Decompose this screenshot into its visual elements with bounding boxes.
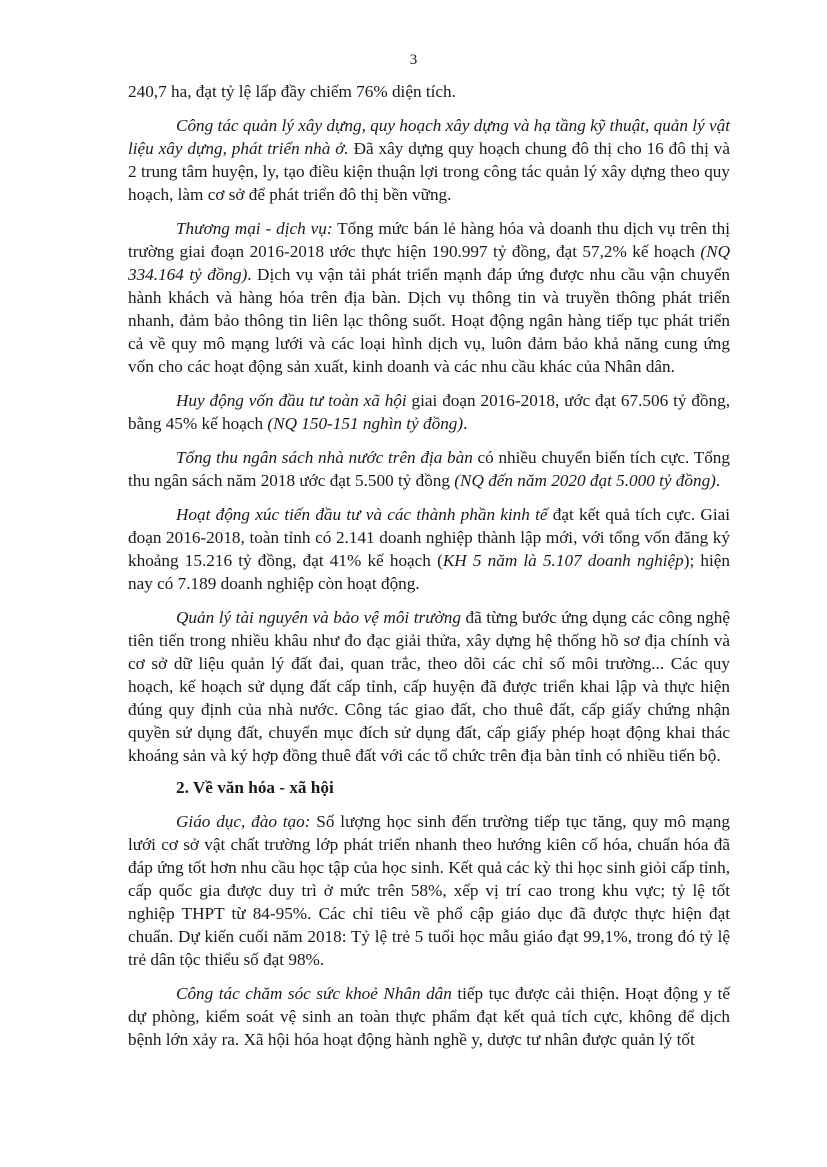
paragraph-state-budget: Tổng thu ngân sách nhà nước trên địa bàn có nhiều chuyển biến tích cực. Tổng thu ngân sách năm 2018 ước đạt 5.500 tỷ đồng (NQ đến năm 2020 đạt 5.000 tỷ đồng). — [128, 448, 730, 490]
paragraph-lead: Công tác quản lý xây dựng, quy hoạch xây dựng và hạ tầng kỹ thuật, quản lý vật liệu xây dựng, phát triển nhà ở. — [128, 116, 730, 158]
paragraph-lead: Thương mại - dịch vụ: — [176, 219, 333, 238]
paragraph-lead: Giáo dục, đào tạo: — [176, 812, 311, 831]
page-number: 3 — [409, 52, 418, 68]
paragraph-trade-services: Thương mại - dịch vụ: Tổng mức bán lẻ hàng hóa và doanh thu dịch vụ trên thị trường giai đoạn 2016-2018 ước thực hiện 190.997 tỷ đồng, đạt 57,2% kế hoạch (NQ 334.164 tỷ đồng). Dịch vụ vận tải phát triển mạnh đáp ứng được nhu cầu vận chuyển hành khách và hàng hóa trên địa bàn. Dịch vụ thông tin và truyền thông phát triển nhanh, đảm bảo thông tin liên lạc thông suốt. Hoạt động ngân hàng tiếp tục phát triển cả về quy mô mạng lưới và các loại hình dịch vụ, luôn đảm bảo khả năng cung ứng vốn cho các hoạt động sản xuất, kinh doanh và các nhu cầu khác của Nhân dân. — [128, 219, 730, 376]
paragraph-lead: Quản lý tài nguyên và bảo vệ môi trường — [176, 608, 461, 627]
paragraph-lead: Công tác chăm sóc sức khoẻ Nhân dân — [176, 984, 452, 1003]
paragraph-construction: Công tác quản lý xây dựng, quy hoạch xây dựng và hạ tầng kỹ thuật, quản lý vật liệu xây dựng, phát triển nhà ở. Đã xây dựng quy hoạch chung đô thị cho 16 đô thị và 2 trung tâm huyện, ly, tạo điều kiện thuận lợi trong công tác quản lý xây dựng theo quy hoạch, làm cơ sở để phát triển đô thị bền vững. — [128, 116, 730, 204]
paragraph-education: Giáo dục, đào tạo: Số lượng học sinh đến trường tiếp tục tăng, quy mô mạng lưới cơ sở vật chất trường lớp phát triển nhanh theo hướng kiên cố hóa, chuẩn hóa đã đáp ứng tốt hơn nhu cầu học tập của học sinh. Kết quả các kỳ thi học sinh giỏi cấp tỉnh, cấp quốc gia được duy trì ở mức trên 58%, xếp vị trí cao trong khu vực; tỷ lệ tốt nghiệp THPT từ 84-95%. Các chỉ tiêu về phổ cập giáo dục đã được thực hiện đạt chuẩn. Dự kiến cuối năm 2018: Tỷ lệ trẻ 5 tuổi học mẫu giáo đạt 99,1%, trong đó tỷ lệ trẻ dân tộc thiểu số đạt 98%. — [128, 812, 730, 969]
paragraph-industrial-zones: 240,7 ha, đạt tỷ lệ lấp đầy chiếm 76% diện tích. — [128, 82, 456, 101]
paragraph-lead: Huy động vốn đầu tư toàn xã hội — [176, 391, 407, 410]
paragraph-investment-capital: Huy động vốn đầu tư toàn xã hội giai đoạn 2016-2018, ước đạt 67.506 tỷ đồng, bằng 45% kế hoạch (NQ 150-151 nghìn tỷ đồng). — [128, 391, 731, 433]
document-body — [128, 80, 730, 1062]
section-heading: 2. Về văn hóa - xã hội — [176, 778, 334, 797]
paragraph-healthcare: Công tác chăm sóc sức khoẻ Nhân dân tiếp tục được cải thiện. Hoạt động y tế dự phòng, kiểm soát vệ sinh an toàn thực phẩm đạt kết quả tích cực, không để dịch bệnh lớn xảy ra. Xã hội hóa hoạt động hành nghề y, dược tư nhân được quản lý tốt — [128, 984, 730, 1049]
paragraph-lead: Hoạt động xúc tiến đầu tư và các thành phần kinh tế — [176, 505, 548, 524]
paragraph-lead: Tổng thu ngân sách nhà nước trên địa bàn — [176, 448, 473, 467]
paragraph-investment-promotion: Hoạt động xúc tiến đầu tư và các thành phần kinh tế đạt kết quả tích cực. Giai đoạn 2016-2018, toàn tỉnh có 2.141 doanh nghiệp thành lập mới, với tổng vốn đăng ký khoảng 15.216 tỷ đồng, đạt 41% kế hoạch (KH 5 năm là 5.107 doanh nghiệp); hiện nay có 7.189 doanh nghiệp còn hoạt động. — [128, 505, 731, 593]
paragraph-natural-resources: Quản lý tài nguyên và bảo vệ môi trường đã từng bước ứng dụng các công nghệ tiên tiến trong nhiều khâu như đo đạc giải thửa, xây dựng hệ thống hồ sơ địa chính và cơ sở dữ liệu quản lý đất đai, quan trắc, theo dõi các chỉ số môi trường... Các quy hoạch, kế hoạch sử dụng đất cấp tỉnh, cấp huyện đã được triển khai lập và thực hiện đúng quy định của nhà nước. Công tác giao đất, cho thuê đất, cấp giấy chứng nhận quyền sử dụng đất, chuyển mục đích sử dụng đất, cấp giấy phép hoạt động khai thác khoáng sản và ký hợp đồng thuê đất với các tổ chức trên địa bàn tỉnh có nhiều tiến bộ. — [128, 608, 730, 765]
